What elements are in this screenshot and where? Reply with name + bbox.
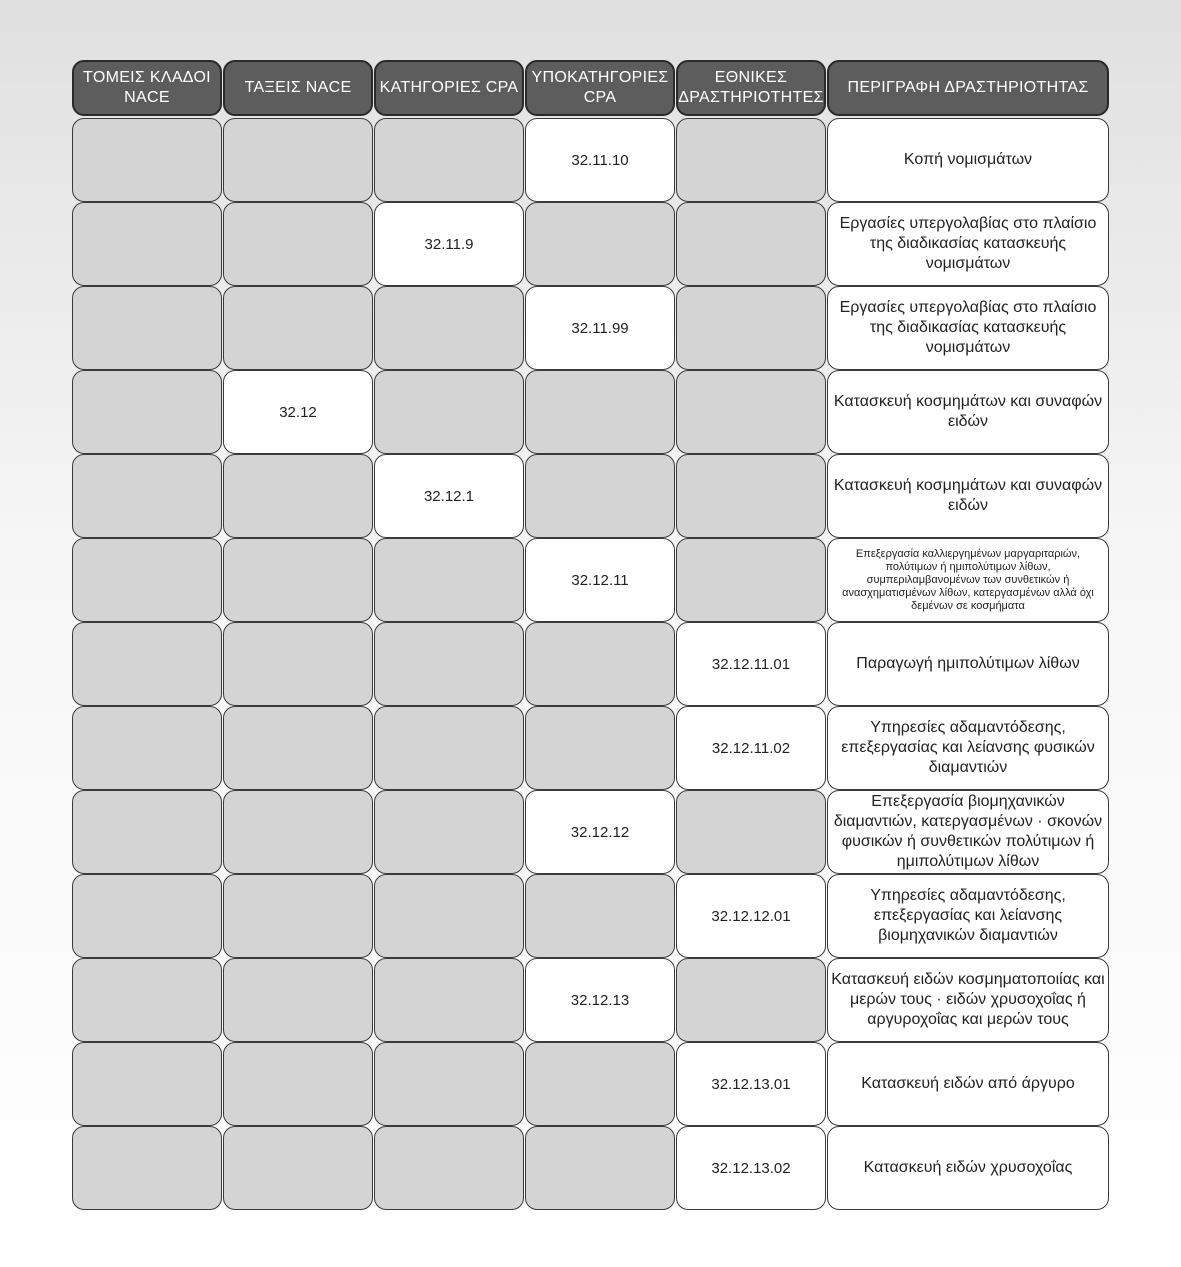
description-cell: Εργασίες υπεργολαβίας στο πλαίσιο της διαδικασίας κατασκευής νομισμάτων: [827, 202, 1109, 286]
empty-cell: [223, 1126, 373, 1210]
empty-cell: [72, 706, 222, 790]
empty-cell: [374, 1126, 524, 1210]
empty-cell: [374, 958, 524, 1042]
empty-cell: [223, 1042, 373, 1126]
code-cell: 32.12.11: [525, 538, 675, 622]
empty-cell: [676, 958, 826, 1042]
header-national-activities: ΕΘΝΙΚΕΣ ΔΡΑΣΤΗΡΙΟΤΗΤΕΣ: [676, 60, 826, 116]
empty-cell: [676, 118, 826, 202]
empty-cell: [525, 1126, 675, 1210]
empty-cell: [223, 538, 373, 622]
empty-cell: [72, 958, 222, 1042]
empty-cell: [223, 454, 373, 538]
empty-cell: [676, 286, 826, 370]
empty-cell: [223, 790, 373, 874]
classification-table: [72, 60, 1108, 1210]
code-cell: 32.11.9: [374, 202, 524, 286]
code-cell: 32.11.10: [525, 118, 675, 202]
empty-cell: [72, 286, 222, 370]
empty-cell: [72, 118, 222, 202]
header-activity-description: ΠΕΡΙΓΡΑΦΗ ΔΡΑΣΤΗΡΙΟΤΗΤΑΣ: [827, 60, 1109, 116]
empty-cell: [525, 454, 675, 538]
code-cell: 32.12.13.02: [676, 1126, 826, 1210]
empty-cell: [72, 790, 222, 874]
empty-cell: [223, 958, 373, 1042]
empty-cell: [374, 538, 524, 622]
empty-cell: [374, 370, 524, 454]
empty-cell: [525, 370, 675, 454]
empty-cell: [374, 286, 524, 370]
empty-cell: [374, 706, 524, 790]
code-cell: 32.12.12: [525, 790, 675, 874]
code-cell: 32.12.13: [525, 958, 675, 1042]
header-nace-sectors: ΤΟΜΕΙΣ ΚΛΑΔΟΙ NACE: [72, 60, 222, 116]
empty-cell: [374, 118, 524, 202]
empty-cell: [223, 202, 373, 286]
empty-cell: [223, 706, 373, 790]
empty-cell: [525, 622, 675, 706]
empty-cell: [72, 1126, 222, 1210]
empty-cell: [72, 538, 222, 622]
empty-cell: [676, 202, 826, 286]
empty-cell: [676, 454, 826, 538]
code-cell: 32.12.11.01: [676, 622, 826, 706]
empty-cell: [72, 454, 222, 538]
empty-cell: [72, 370, 222, 454]
description-cell: Κατασκευή ειδών κοσμηματοποιίας και μερών τους · ειδών χρυσοχοΐας ή αργυροχοΐας και μερών τους: [827, 958, 1109, 1042]
header-cpa-subcategories: ΥΠΟΚΑΤΗΓΟΡΙΕΣ CPA: [525, 60, 675, 116]
header-cpa-categories: ΚΑΤΗΓΟΡΙΕΣ CPA: [374, 60, 524, 116]
code-cell: 32.11.99: [525, 286, 675, 370]
description-cell: Κατασκευή ειδών χρυσοχοΐας: [827, 1126, 1109, 1210]
code-cell: 32.12: [223, 370, 373, 454]
header-nace-classes: ΤΑΞΕΙΣ NACE: [223, 60, 373, 116]
description-cell: Κατασκευή ειδών από άργυρο: [827, 1042, 1109, 1126]
empty-cell: [676, 370, 826, 454]
empty-cell: [525, 202, 675, 286]
description-cell: Κοπή νομισμάτων: [827, 118, 1109, 202]
code-cell: 32.12.11.02: [676, 706, 826, 790]
empty-cell: [676, 790, 826, 874]
empty-cell: [525, 874, 675, 958]
empty-cell: [525, 1042, 675, 1126]
code-cell: 32.12.1: [374, 454, 524, 538]
empty-cell: [223, 118, 373, 202]
description-cell: Κατασκευή κοσμημάτων και συναφών ειδών: [827, 370, 1109, 454]
empty-cell: [223, 286, 373, 370]
description-cell: Εργασίες υπεργολαβίας στο πλαίσιο της διαδικασίας κατασκευής νομισμάτων: [827, 286, 1109, 370]
empty-cell: [72, 202, 222, 286]
empty-cell: [525, 706, 675, 790]
empty-cell: [374, 874, 524, 958]
code-cell: 32.12.13.01: [676, 1042, 826, 1126]
description-cell: Επεξεργασία βιομηχανικών διαμαντιών, κατεργασμένων · σκονών φυσικών ή συνθετικών πολύτιμων ή ημιπολύτιμων λίθων: [827, 790, 1109, 874]
description-cell: Υπηρεσίες αδαμαντόδεσης, επεξεργασίας και λείανσης φυσικών διαμαντιών: [827, 706, 1109, 790]
empty-cell: [72, 1042, 222, 1126]
empty-cell: [374, 1042, 524, 1126]
empty-cell: [374, 622, 524, 706]
empty-cell: [676, 538, 826, 622]
empty-cell: [72, 874, 222, 958]
description-cell: Παραγωγή ημιπολύτιμων λίθων: [827, 622, 1109, 706]
empty-cell: [223, 622, 373, 706]
code-cell: 32.12.12.01: [676, 874, 826, 958]
description-cell: Κατασκευή κοσμημάτων και συναφών ειδών: [827, 454, 1109, 538]
empty-cell: [374, 790, 524, 874]
description-cell: Επεξεργασία καλλιεργημένων μαργαριταριών, πολύτιμων ή ημιπολύτιμων λίθων, συμπεριλαμβανομένων των συνθετικών ή ανασχηματισμένων λίθων, κατεργασμένων αλλά όχι δεμένων σε κοσμήματα: [827, 538, 1109, 622]
description-cell: Υπηρεσίες αδαμαντόδεσης, επεξεργασίας και λείανσης βιομηχανικών διαμαντιών: [827, 874, 1109, 958]
empty-cell: [223, 874, 373, 958]
empty-cell: [72, 622, 222, 706]
